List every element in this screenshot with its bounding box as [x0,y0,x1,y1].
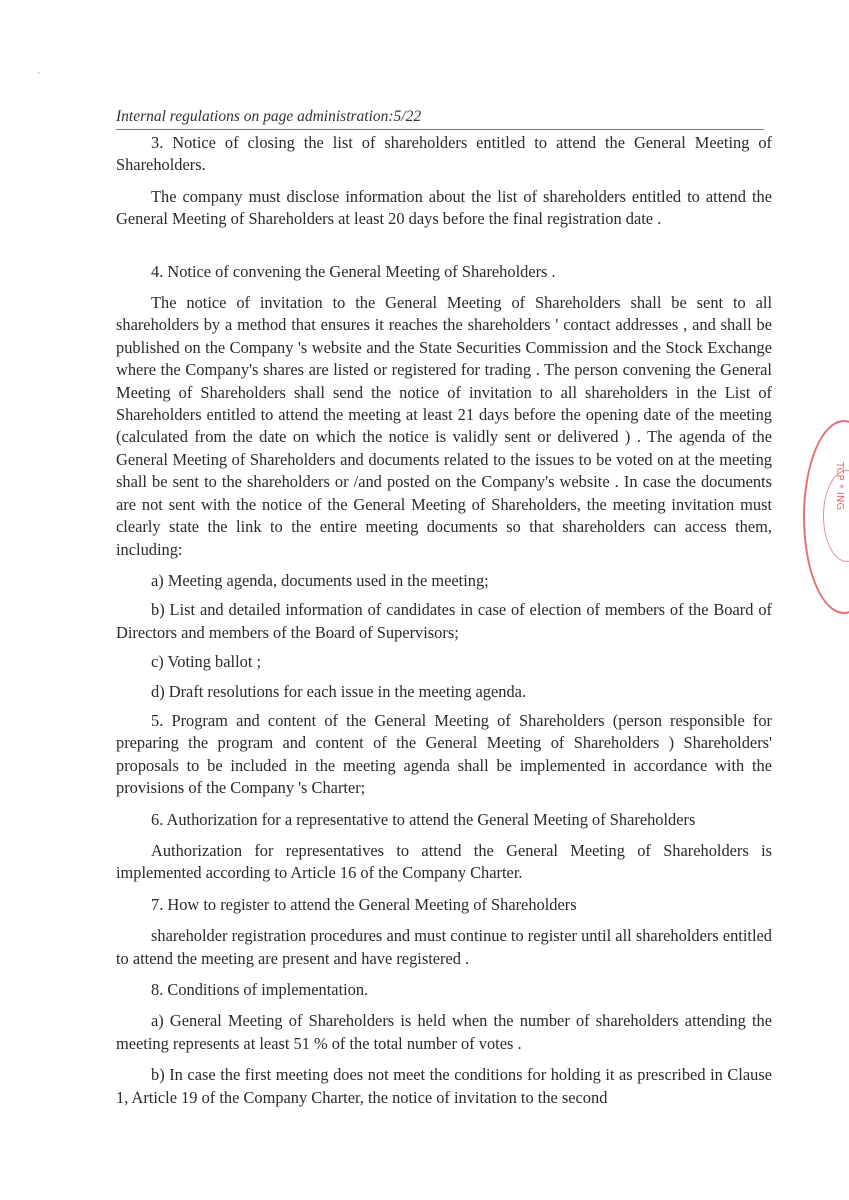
paragraph-6-heading: 6. Authorization for a representative to attend the General Meeting of Shareholders [151,809,696,829]
list-item-d: d) Draft resolutions for each issue in the meeting agenda. [151,681,527,701]
paragraph-5: 5. Program and content of the General Meeting of Shareholders (person responsible for preparing the program and content of the General Meeting of Shareholders ) Shareholders' proposals to be included in the meeting agenda shall be implemented in accordance with the provisions of the Company 's Charter; [116,710,772,798]
paragraph-4-body: The notice of invitation to the General Meeting of Shareholders shall be sent to all shareholders by a method that ensures it reaches the shareholders ' contact addresses , and shall be published on the Company 's website and the State Securities Commission and the Stock Exchange where the Company's shares are listed or registered for trading . The person convening the General Meeting of Shareholders shall send the notice of invitation to all shareholders in the List of Shareholders entitled to attend the meeting at least 21 days before the opening date of the meeting (calculated from the date on which the notice is validly sent or delivered ) . The agenda of the General Meeting of Shareholders and documents related to the issues to be voted on at the meeting shall be sent to the shareholders or /and posted on the Company's website . In case the documents are not sent with the notice of the General Meeting of Shareholders, the meeting invitation must clearly state the link to the entire meeting documents so that shareholders can access them, including: [116,293,772,559]
list-item-c: c) Voting ballot ; [151,652,262,672]
company-seal-text: TCP * ING [834,462,845,511]
paragraph-3-heading: 3. Notice of closing the list of shareholders entitled to attend the General Meeting of Shareholders. [116,133,772,175]
scan-speck [38,72,40,74]
document-body [116,132,772,1118]
paragraph-3-body: The company must disclose information about the list of shareholders entitled to attend the General Meeting of Shareholders at least 20 days before the final registration date . [116,186,772,229]
paragraph-7-body: shareholder registration procedures and must continue to register until all shareholders entitled to attend the meeting are present and have registered . [116,926,772,968]
paragraph-8-heading: 8. Conditions of implementation. [151,980,369,999]
page-header: Internal regulations on page administration:5/22 [116,108,764,130]
list-item-b: b) List and detailed information of candidates in case of election of members of the Board of Directors and members of the Board of Supervisors; [116,600,772,642]
paragraph-8a: a) General Meeting of Shareholders is held when the number of shareholders attending the meeting represents at least 51 % of the total number of votes . [116,1011,772,1053]
paragraph-8b: b) In case the first meeting does not meet the conditions for holding it as prescribed in Clause 1, Article 19 of the Company Charter, the notice of invitation to the second [116,1065,772,1107]
paragraph-6-body: Authorization for representatives to attend the General Meeting of Shareholders is implemented according to Article 16 of the Company Charter. [116,840,772,883]
paragraph-7-heading: 7. How to register to attend the General Meeting of Shareholders [151,894,577,914]
list-item-a: a) Meeting agenda, documents used in the meeting; [151,570,489,590]
paragraph-4-heading: 4. Notice of convening the General Meeting of Shareholders . [151,261,556,281]
